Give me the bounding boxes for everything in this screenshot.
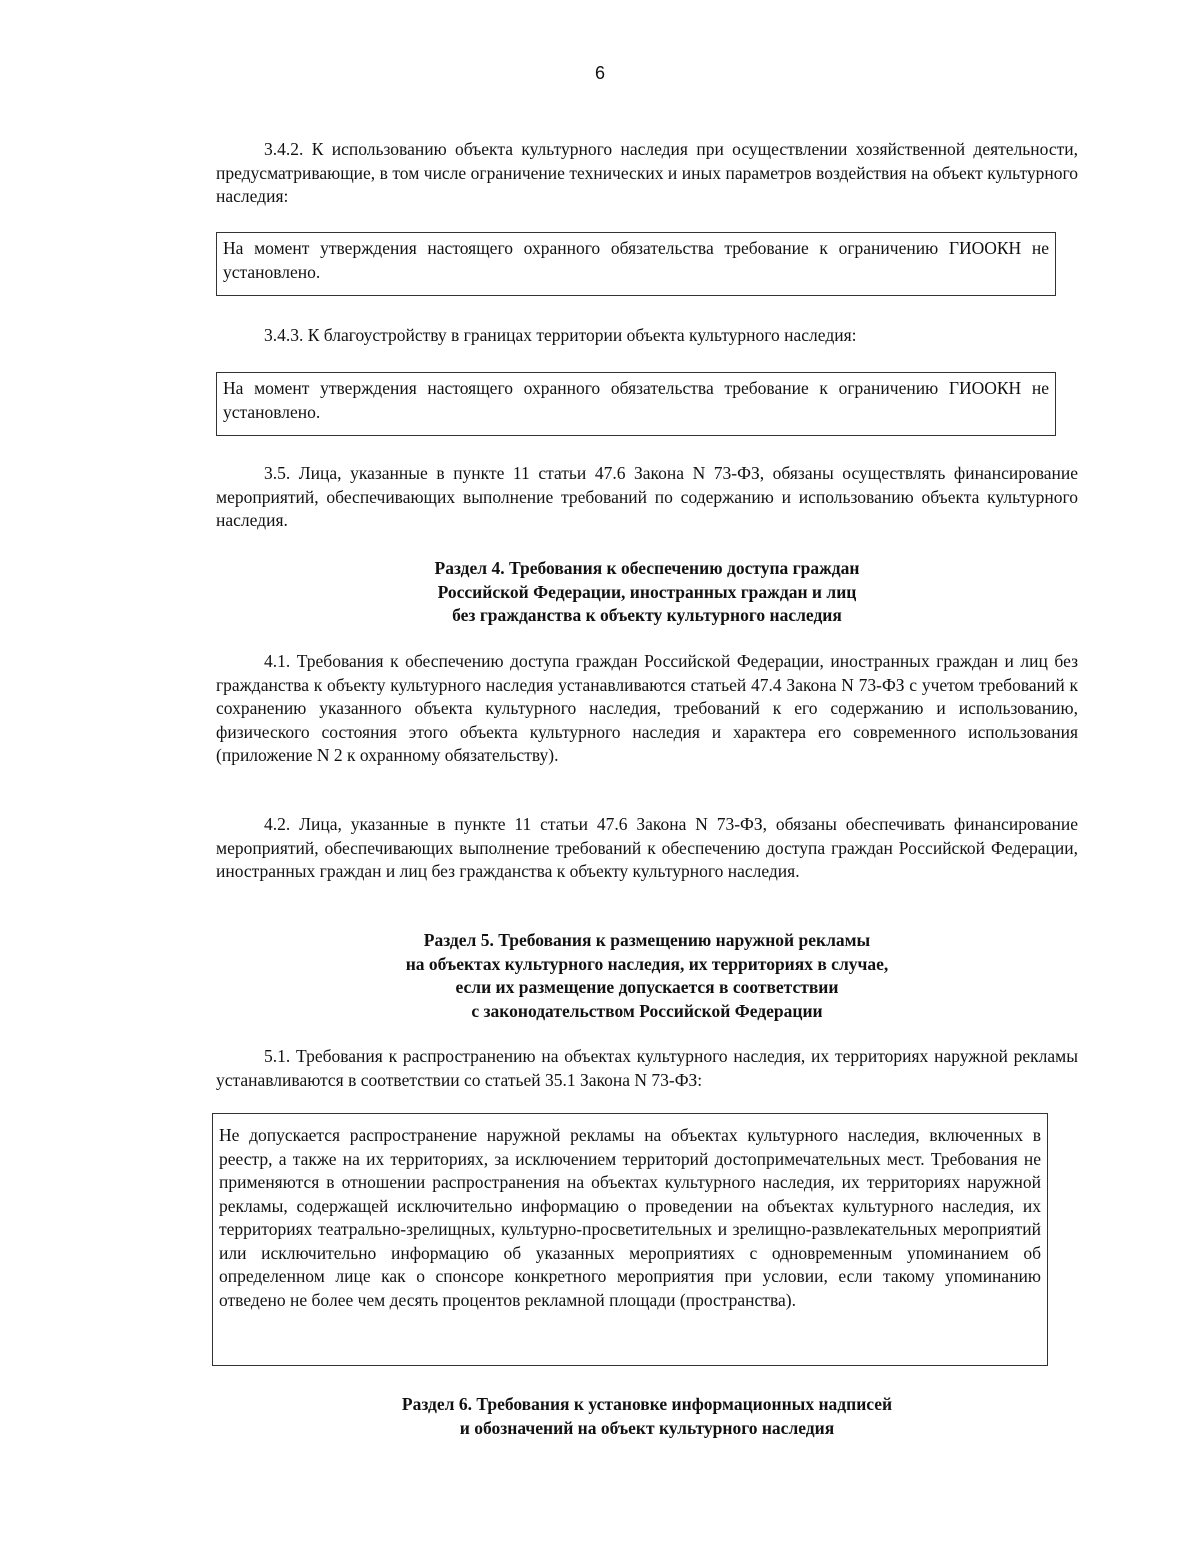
section-4-heading-line: Раздел 4. Требования к обеспечению доступа граждан <box>434 558 860 578</box>
section-6-heading-line: Раздел 6. Требования к установке информационных надписей <box>401 1394 893 1414</box>
section-5-heading-line: Раздел 5. Требования к размещению наружной рекламы <box>423 930 871 950</box>
paragraph-5-1: 5.1. Требования к распространению на объектах культурного наследия, их территориях наружной рекламы устанавливаются в соответствии со статьей 35.1 Закона N 73-ФЗ: <box>216 1046 1078 1090</box>
paragraph-3-4-2: 3.4.2. К использованию объекта культурного наследия при осуществлении хозяйственной деятельности, предусматривающие, в том числе ограничение технических и иных параметров воздействия на объект культурного наследия: <box>216 139 1078 206</box>
section-6-heading <box>216 1393 1078 1440</box>
section-6-heading-line: и обозначений на объект культурного наследия <box>459 1417 835 1438</box>
requirement-box-5-1: Не допускается распространение наружной рекламы на объектах культурного наследия, включенных в реестр, а также на их территориях, за исключением территорий достопримечательных мест. Требования не применяются в отношении распространения на объектах культурного наследия, их территориях наружной рекламы, содержащей исключительно информацию о проведении на объектах культурного наследия, их территориях театрально-зрелищных, культурно-просветительных и зрелищно-развлекательных мероприятий или исключительно информацию об указанных мероприятиях с одновременным упоминанием об определенном лице как о спонсоре конкретного мероприятия при условии, если такому упоминанию отведено не более чем десять процентов рекламной площади (пространства). <box>212 1113 1048 1366</box>
section-4-heading-line: без гражданства к объекту культурного наследия <box>452 605 842 625</box>
requirement-box-3-4-3: На момент утверждения настоящего охранного обязательства требование к ограничению ГИООКН не установлено. <box>216 372 1056 436</box>
paragraph-3-5: 3.5. Лица, указанные в пункте 11 статьи 47.6 Закона N 73-ФЗ, обязаны осуществлять финансирование мероприятий, обеспечивающих выполнение требований по содержанию и использованию объекта культурного наследия. <box>216 463 1078 530</box>
section-5-heading <box>216 929 1078 1023</box>
section-4-heading-line: Российской Федерации, иностранных граждан и лиц <box>437 581 857 602</box>
paragraph-3-4-3: 3.4.3. К благоустройству в границах территории объекта культурного наследия: <box>264 325 857 345</box>
section-5-heading-line: на объектах культурного наследия, их территориях в случае, <box>405 953 889 974</box>
requirement-box-3-4-2: На момент утверждения настоящего охранного обязательства требование к ограничению ГИООКН не установлено. <box>216 232 1056 296</box>
section-4-heading <box>216 557 1078 628</box>
paragraph-4-2: 4.2. Лица, указанные в пункте 11 статьи 47.6 Закона N 73-ФЗ, обязаны обеспечивать финансирование мероприятий, обеспечивающих выполнение требований к обеспечению доступа граждан Российской Федерации, иностранных граждан и лиц без гражданства к объекту культурного наследия. <box>216 814 1078 881</box>
section-5-heading-line: если их размещение допускается в соответствии <box>455 977 839 997</box>
page-number: 6 <box>594 63 605 83</box>
section-5-heading-line: с законодательством Российской Федерации <box>471 1000 823 1021</box>
paragraph-4-1: 4.1. Требования к обеспечению доступа граждан Российской Федерации, иностранных граждан и лиц без гражданства к объекту культурного наследия устанавливаются статьей 47.4 Закона N 73-ФЗ с учетом требований к сохранению указанного объекта культурного наследия, требований к его содержанию и использованию, физического состояния этого объекта культурного наследия и характера его современного использования (приложение N 2 к охранному обязательству). <box>216 651 1078 765</box>
